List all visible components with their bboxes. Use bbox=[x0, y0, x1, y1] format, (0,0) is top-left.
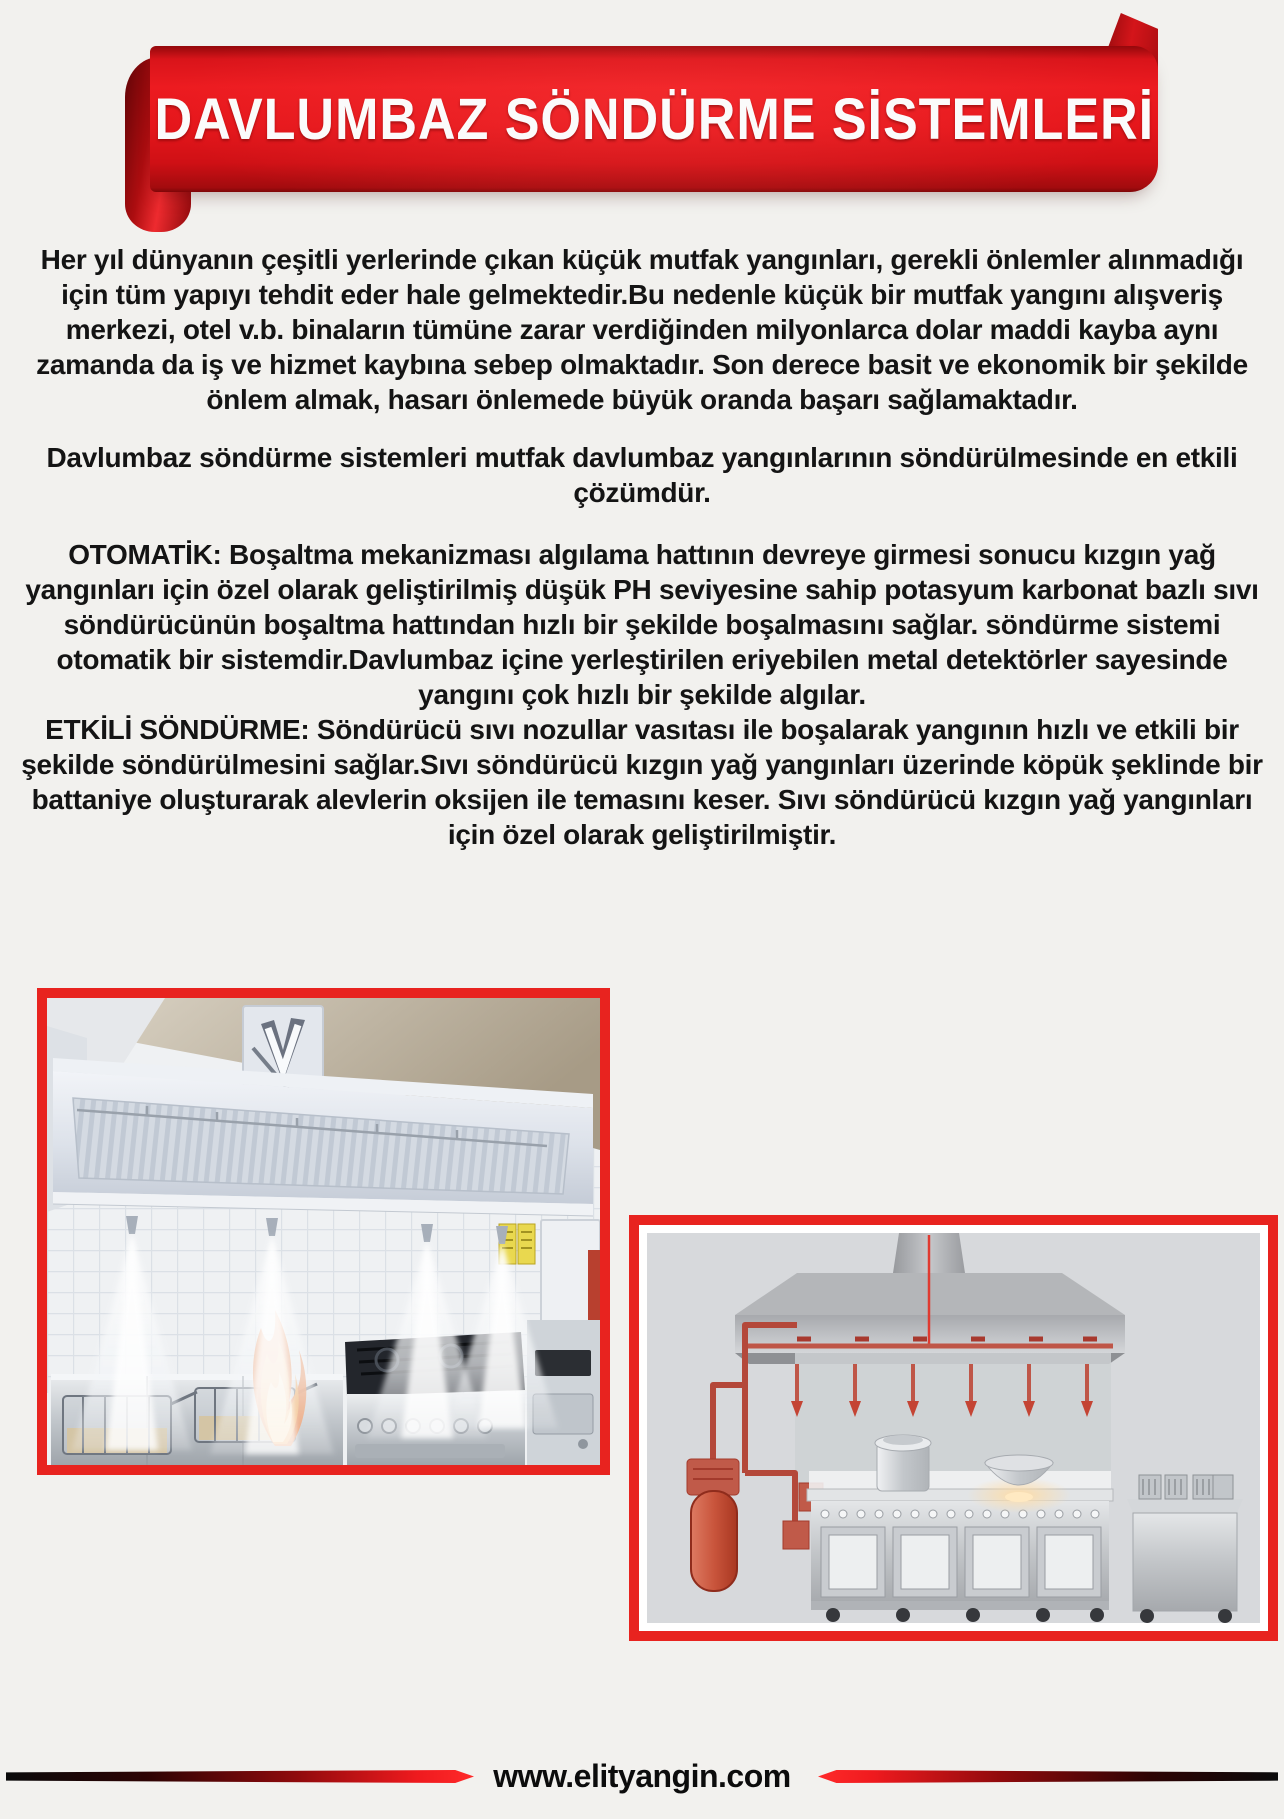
page-title: DAVLUMBAZ SÖNDÜRME SİSTEMLERİ bbox=[154, 86, 1154, 152]
paragraph-solution: Davlumbaz söndürme sistemleri mutfak davlumbaz yangınlarının söndürülmesinde en etkili çözümdür. bbox=[46, 442, 1238, 508]
fryer-baskets bbox=[1139, 1475, 1233, 1499]
paragraph-effective: ETKİLİ SÖNDÜRME: Söndürücü sıvı nozullar vasıtası ile boşalarak yangının hızlı ve etkili bir şekilde söndürülmesini sağlar.Sıvı söndürücü kızgın yağ yangınları üzerinde köpük şeklinde bir battaniye oluşturarak alevlerin oksijen ile temasını keser. Sıvı söndürücü kızgın yağ yangınları için özel olarak geliştirilmiştir. bbox=[21, 714, 1263, 850]
kitchen-spray-photo bbox=[37, 988, 610, 1475]
wall-box bbox=[541, 1220, 600, 1328]
kitchen-spray-illustration bbox=[47, 998, 600, 1465]
paragraph-automatic: OTOMATİK: Boşaltma mekanizması algılama hattının devreye girmesi sonucu kızgın yağ yangınları için özel olarak geliştirilmiş düşük PH seviyesine sahip potasyum karbonat bazlı sıvı söndürücünün boşaltma hattından hızlı bir şekilde boşalmasını sağlar. söndürme sistemi otomatik bir sistemdir.Davlumbaz içine yerleştirilen eriyebilen metal detektörler sayesinde yangını çok hızlı bir şekilde algılar. bbox=[25, 539, 1259, 710]
range-block bbox=[807, 1489, 1113, 1622]
ribbon-band bbox=[150, 46, 1158, 192]
stock-pot bbox=[875, 1435, 931, 1491]
website-url: www.elityangin.com bbox=[493, 1758, 791, 1794]
body-text bbox=[14, 242, 1270, 852]
release-mechanism bbox=[687, 1459, 739, 1495]
red-device bbox=[588, 1250, 600, 1328]
suppression-system-diagram bbox=[629, 1215, 1278, 1641]
extinguisher-cylinder bbox=[691, 1491, 737, 1591]
fryer-station bbox=[1127, 1475, 1243, 1623]
paragraph-intro: Her yıl dünyanın çeşitli yerlerinde çıkan küçük mutfak yangınları, gerekli önlemler alınmadığı için tüm yapıyı tehdit eder hale gelmektedir.Bu nedenle küçük bir mutfak yangını alışveriş merkezi, otel v.b. binaların tümüne zarar verdiğinden milyonlarca dolar maddi kayba aynı zamanda da iş ve hizmet kaybına sebep olmaktadır. Son derece basit ve ekonomik bir şekilde önlem almak, hasarı önlemede büyük oranda başarı sağlamaktadır. bbox=[36, 244, 1248, 415]
system-diagram-illustration bbox=[647, 1233, 1260, 1623]
pull-station bbox=[783, 1521, 809, 1549]
